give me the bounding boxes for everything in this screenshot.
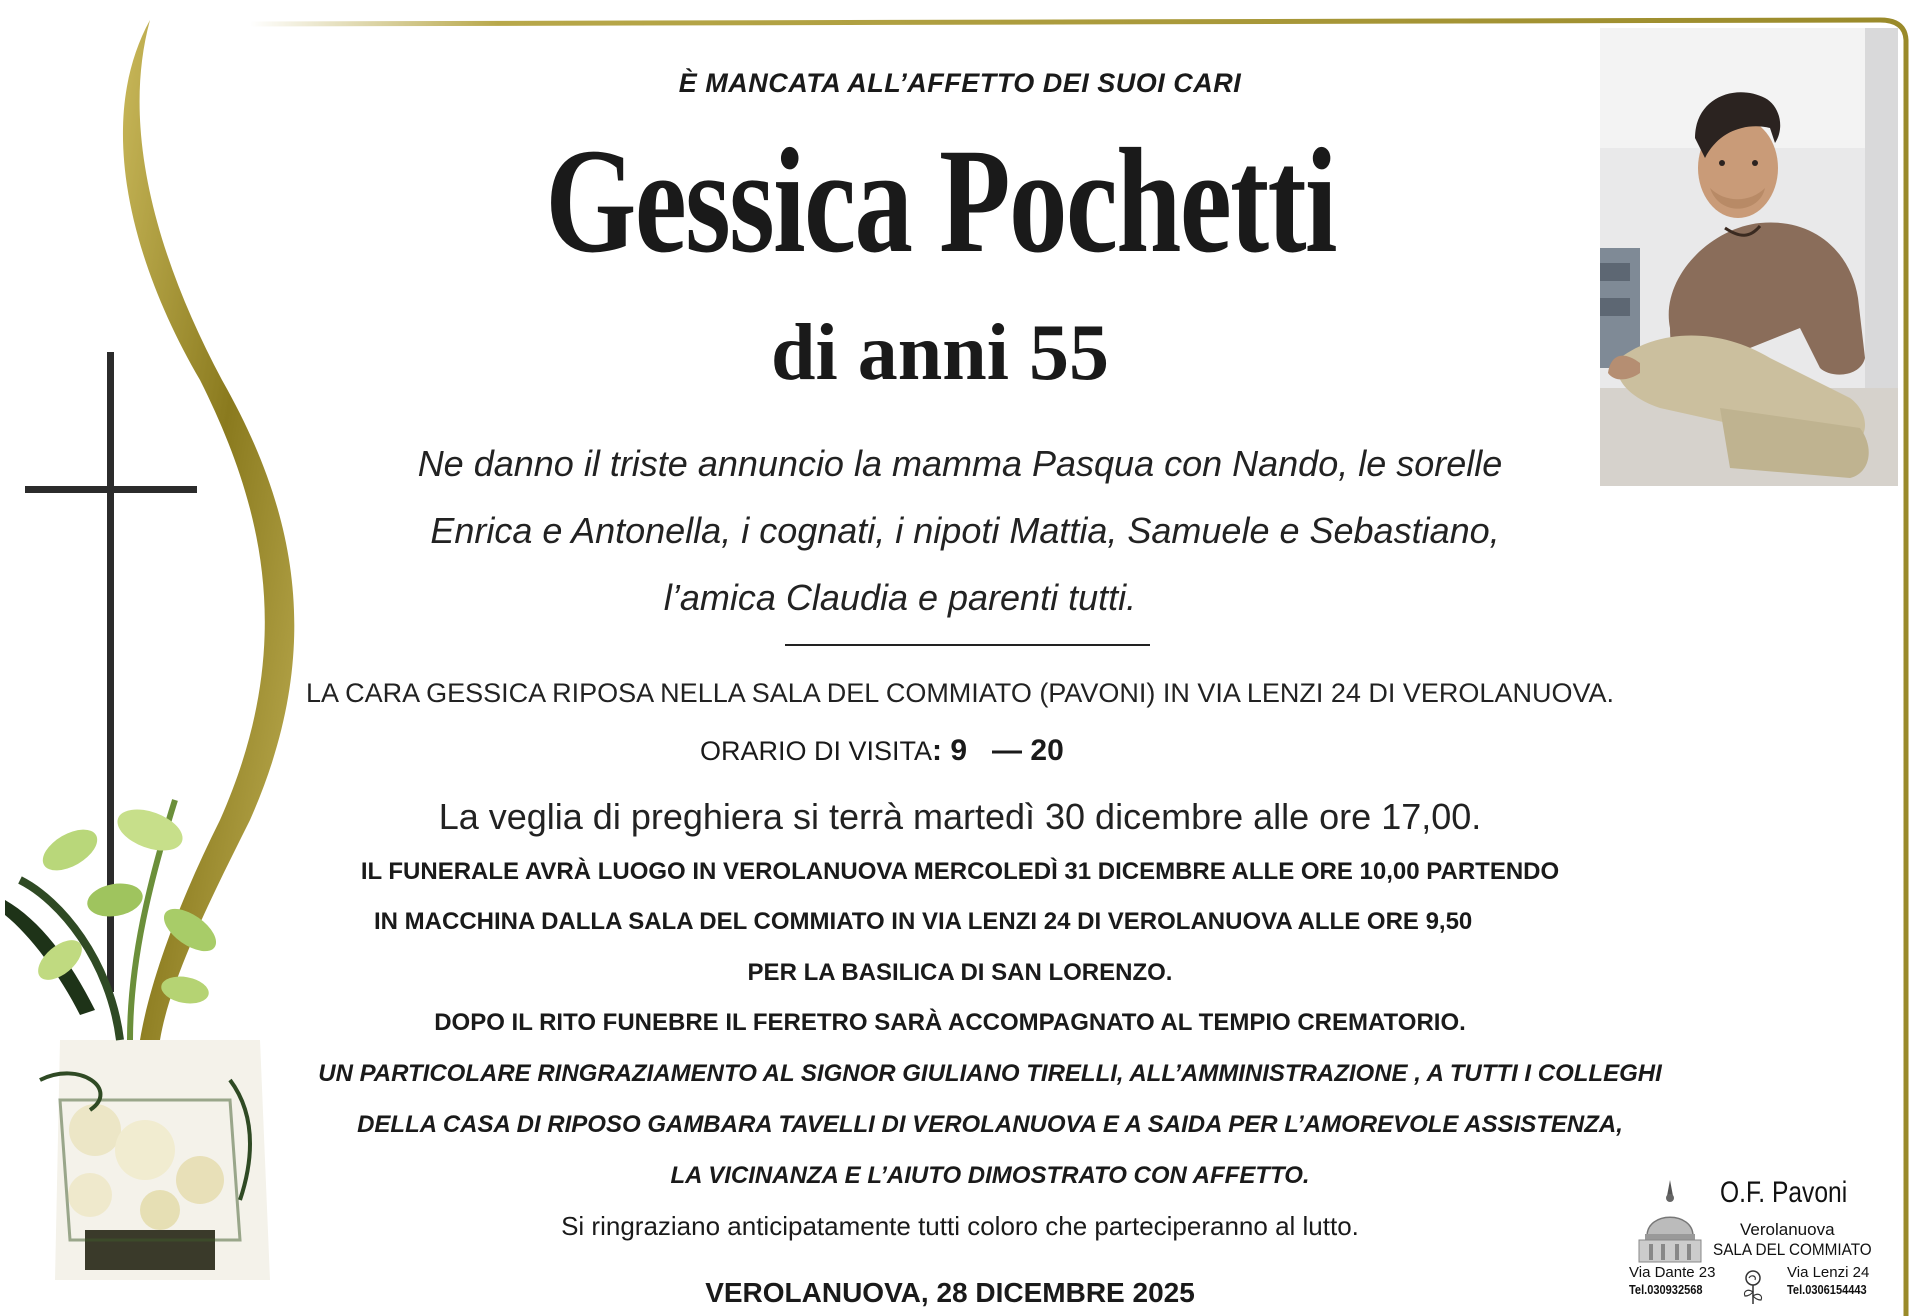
funeral-home-hall: SALA DEL COMMIATO xyxy=(1713,1240,1872,1259)
thanks-line-3: LA VICINANZA E L’AIUTO DIMOSTRATO CON AFFETTO. xyxy=(670,1162,1310,1189)
rose-icon xyxy=(1733,1266,1773,1306)
thanks-line-1: UN PARTICOLARE RINGRAZIAMENTO AL SIGNOR GIULIANO TIRELLI, ALL’AMMINISTRAZIONE , A TUTTI I COLLEGHI xyxy=(318,1060,1662,1087)
portrait-image xyxy=(1600,28,1898,486)
funeral-home-address-2: Via Lenzi 24 xyxy=(1787,1264,1870,1281)
thanks-line-2: DELLA CASA DI RIPOSO GAMBARA TAVELLI DI VEROLANUOVA E A SAIDA PER L’AMOREVOLE ASSISTENZA, xyxy=(357,1111,1623,1138)
visiting-hours-label: ORARIO DI VISITA xyxy=(700,736,933,766)
funeral-home-logo xyxy=(1615,1176,1915,1316)
resting-place-info: LA CARA GESSICA RIPOSA NELLA SALA DEL COMMIATO (PAVONI) IN VIA LENZI 24 DI VEROLANUOVA. xyxy=(306,678,1614,708)
visiting-hours xyxy=(700,735,1260,767)
funeral-home-address-1: Via Dante 23 xyxy=(1629,1264,1716,1281)
vigil-info: La veglia di preghiera si terrà martedì 30 dicembre alle ore 17,00. xyxy=(438,796,1482,837)
funeral-home-phone-1: Tel.030932568 xyxy=(1629,1282,1703,1297)
divider-line xyxy=(785,644,1150,646)
deceased-name: Gessica Pochetti xyxy=(545,118,1336,284)
intro-line: È MANCATA ALL’AFFETTO DEI SUOI CARI xyxy=(678,68,1242,98)
funeral-line-4: DOPO IL RITO FUNEBRE IL FERETRO SARÀ ACCOMPAGNATO AL TEMPIO CREMATORIO. xyxy=(434,1009,1466,1036)
dateline: VEROLANUOVA, 28 DICEMBRE 2025 xyxy=(705,1277,1195,1308)
family-notice-line-2: Enrica e Antonella, i cognati, i nipoti Mattia, Samuele e Sebastiano, xyxy=(430,510,1500,551)
closing-thanks: Si ringraziano anticipatamente tutti coloro che parteciperanno al lutto. xyxy=(561,1211,1359,1241)
funeral-home-town: Verolanuova xyxy=(1740,1220,1835,1239)
flower-arrangement-icon xyxy=(5,800,270,1280)
funeral-line-2: IN MACCHINA DALLA SALA DEL COMMIATO IN VIA LENZI 24 DI VEROLANUOVA ALLE ORE 9,50 xyxy=(374,908,1473,935)
funeral-line-3: PER LA BASILICA DI SAN LORENZO. xyxy=(747,959,1173,986)
portrait-photo xyxy=(1600,28,1898,486)
basilica-icon xyxy=(1625,1176,1715,1266)
funeral-home-brand: O.F. Pavoni xyxy=(1720,1176,1848,1209)
deceased-age: di anni 55 xyxy=(771,309,1109,397)
funeral-home-phone-2: Tel.0306154443 xyxy=(1787,1282,1867,1297)
family-notice-line-1: Ne danno il triste annuncio la mamma Pasqua con Nando, le sorelle xyxy=(417,443,1503,484)
family-notice-line-3: l’amica Claudia e parenti tutti. xyxy=(663,577,1137,618)
funeral-line-1: IL FUNERALE AVRÀ LUOGO IN VEROLANUOVA MERCOLEDÌ 31 DICEMBRE ALLE ORE 10,00 PARTENDO xyxy=(360,858,1560,885)
visiting-hours-value: : 9 — 20 xyxy=(932,734,1064,767)
